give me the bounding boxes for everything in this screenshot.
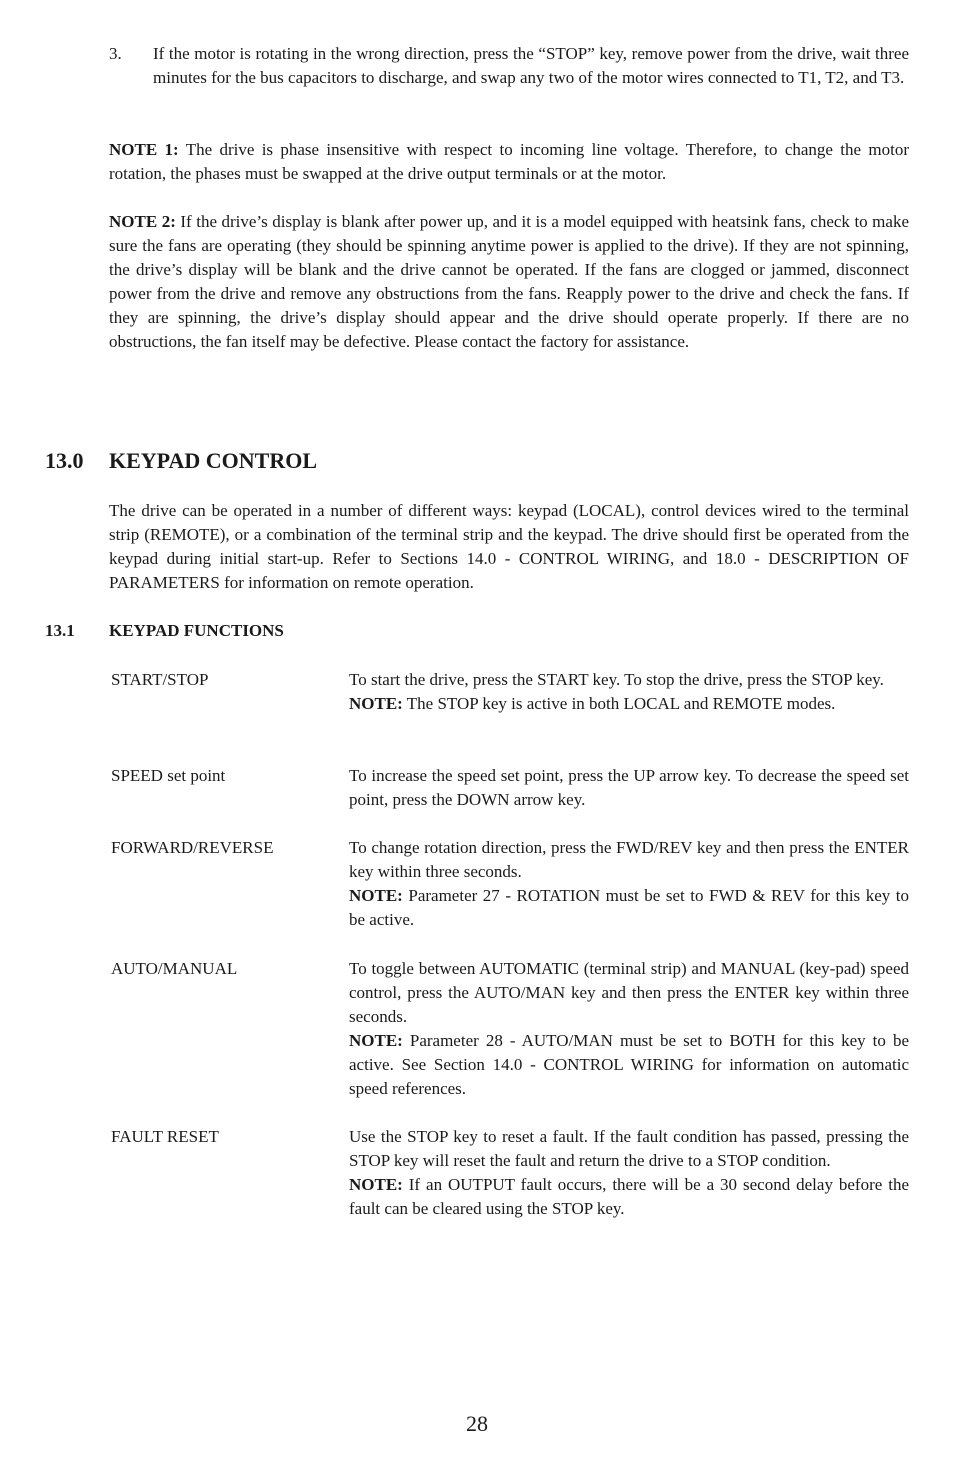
- section-number: 13.0: [45, 448, 84, 473]
- function-note-text: Parameter 27 - ROTATION must be set to FWD & REV for this key to be active.: [349, 886, 909, 929]
- function-note: [349, 1029, 909, 1101]
- function-term: START/STOP: [111, 670, 209, 689]
- note-2-label: NOTE 2:: [109, 212, 176, 231]
- function-term: FAULT RESET: [111, 1127, 219, 1146]
- note-1: [109, 138, 909, 186]
- subsection-heading: [45, 619, 284, 643]
- function-note: [349, 1173, 909, 1221]
- function-description: [349, 1125, 909, 1221]
- function-note-label: NOTE:: [349, 886, 403, 905]
- function-description: [349, 836, 909, 932]
- function-desc-text: To start the drive, press the START key. To stop the drive, press the STOP key.: [349, 670, 884, 689]
- function-description: [349, 764, 909, 812]
- section-title: KEYPAD CONTROL: [109, 448, 317, 473]
- function-description: [349, 957, 909, 1101]
- function-note-label: NOTE:: [349, 694, 403, 713]
- function-note: [349, 692, 909, 716]
- function-desc-text: To increase the speed set point, press the UP arrow key. To decrease the speed set point, press the DOWN arrow key.: [349, 766, 909, 809]
- function-note-text: The STOP key is active in both LOCAL and REMOTE modes.: [402, 694, 836, 713]
- subsection-title: KEYPAD FUNCTIONS: [109, 621, 284, 640]
- section-intro: The drive can be operated in a number of different ways: keypad (LOCAL), control devices wired to the terminal strip (REMOTE), or a combination of the terminal strip and the keypad. The drive should first be operated from the keypad during initial start-up. Refer to Sections 14.0 - CONTROL WIRING, and 18.0 - DESCRIPTION OF PARAMETERS for information on remote operation.: [109, 501, 909, 592]
- page-number: 28: [466, 1411, 488, 1436]
- note-1-label: NOTE 1:: [109, 140, 179, 159]
- list-item-number: 3.: [109, 44, 122, 63]
- note-2: [109, 210, 909, 354]
- section-heading: [45, 447, 317, 475]
- function-note: [349, 884, 909, 932]
- function-term: FORWARD/REVERSE: [111, 838, 274, 857]
- function-term: SPEED set point: [111, 766, 226, 785]
- subsection-number: 13.1: [45, 621, 75, 640]
- note-1-text: The drive is phase insensitive with respect to incoming line voltage. Therefore, to change the motor rotation, the phases must be swapped at the drive output terminals or at the motor.: [109, 140, 909, 183]
- list-item-text: If the motor is rotating in the wrong direction, press the “STOP” key, remove power from the drive, wait three minutes for the bus capacitors to discharge, and swap any two of the motor wires connected to T1, T2, and T3.: [153, 44, 909, 87]
- function-note-text: If an OUTPUT fault occurs, there will be a 30 second delay before the fault can be cleared using the STOP key.: [349, 1175, 909, 1218]
- function-note-label: NOTE:: [349, 1175, 403, 1194]
- note-2-text: If the drive’s display is blank after power up, and it is a model equipped with heatsink fans, check to make sure the fans are operating (they should be spinning anytime power is applied to the drive). If they are not spinning, the drive’s display will be blank and the drive cannot be operated. If the fans are clogged or jammed, disconnect power from the drive and remove any obstructions from the fans. Reapply power to the drive and check the fans. If they are spinning, the drive’s display should appear and the drive should operate properly. If there are no obstructions, the fan itself may be defective. Please contact the factory for assistance.: [109, 212, 909, 351]
- function-description: [349, 668, 909, 716]
- function-desc-text: To toggle between AUTOMATIC (terminal strip) and MANUAL (key-pad) speed control, press the AUTO/MAN key and then press the ENTER key within three seconds.: [349, 959, 909, 1026]
- function-desc-text: To change rotation direction, press the FWD/REV key and then press the ENTER key within three seconds.: [349, 838, 909, 881]
- function-note-label: NOTE:: [349, 1031, 403, 1050]
- function-desc-text: Use the STOP key to reset a fault. If the fault condition has passed, pressing the STOP key will reset the fault and return the drive to a STOP condition.: [349, 1127, 909, 1170]
- function-term: AUTO/MANUAL: [111, 959, 238, 978]
- function-note-text: Parameter 28 - AUTO/MAN must be set to BOTH for this key to be active. See Section 14.0 - CONTROL WIRING for information on automatic speed references.: [349, 1031, 909, 1098]
